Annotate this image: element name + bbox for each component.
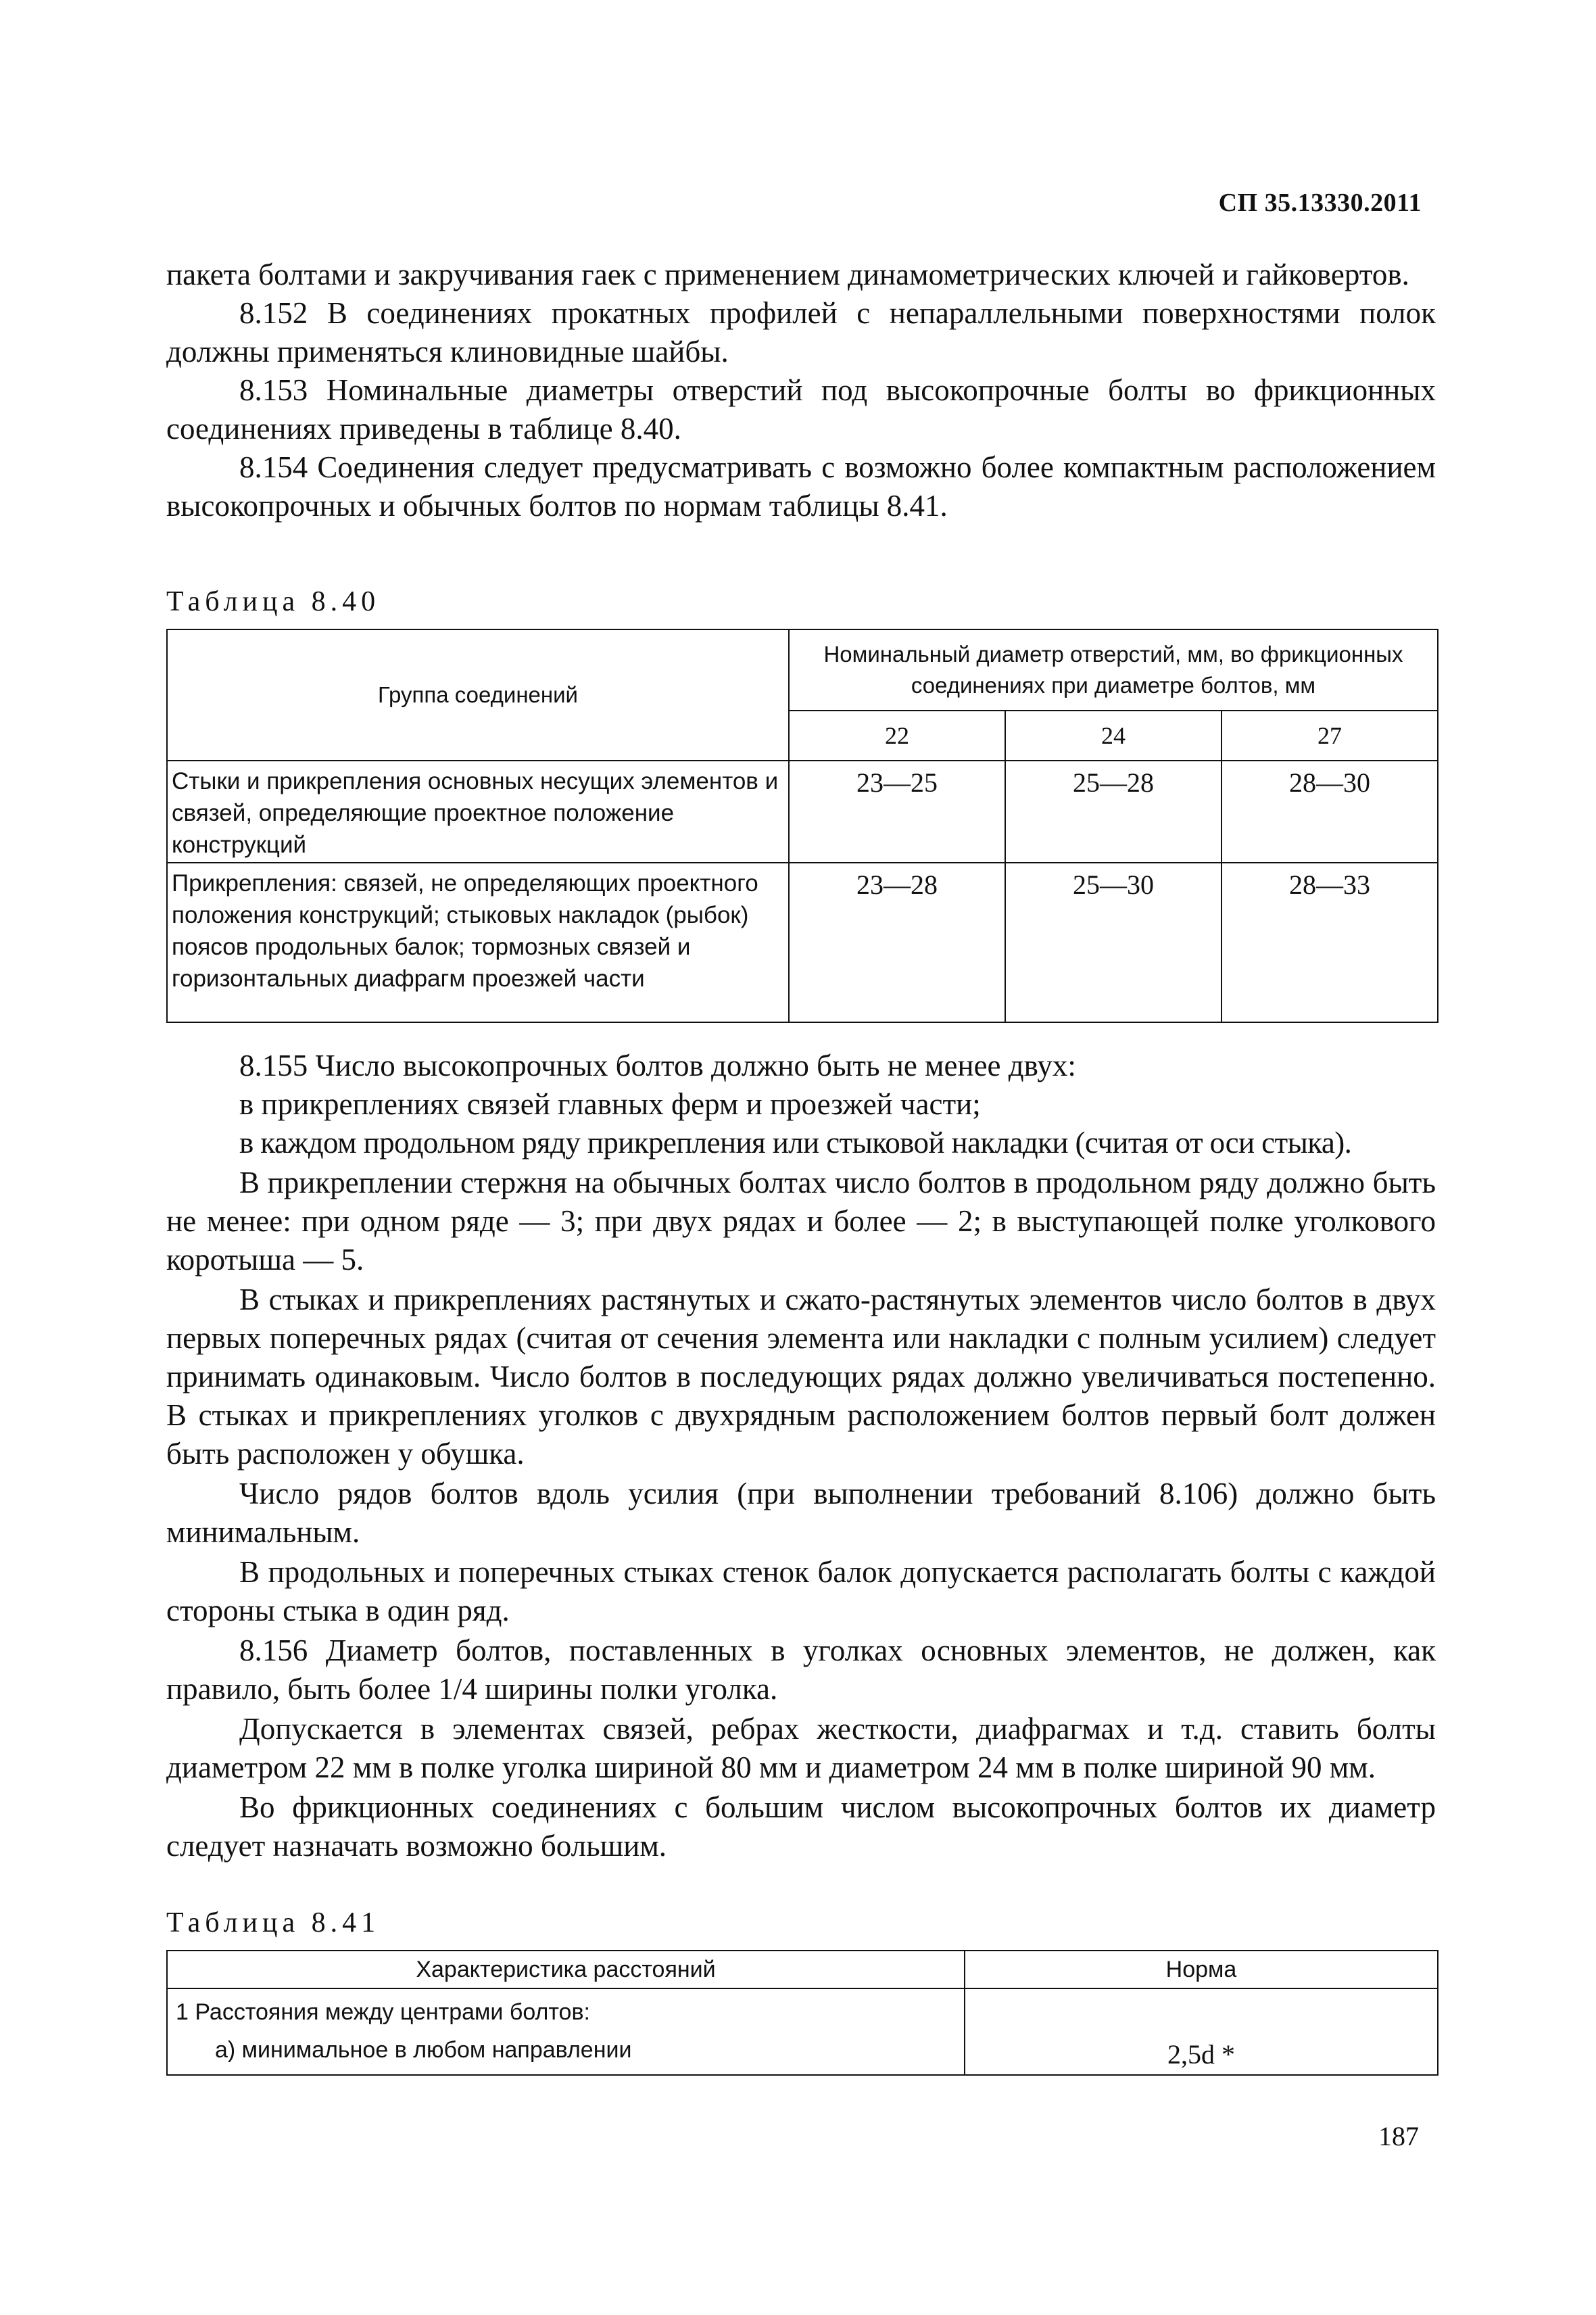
table-cell: 28—33 xyxy=(1222,863,1438,1022)
paragraph-8-156: 8.156 Диаметр болтов, поставленных в уголках основных элементов, не должен, как правило, быть более 1/4 ширины полки уголка. xyxy=(166,1633,1436,1706)
table-cell: 23—28 xyxy=(789,863,1005,1022)
table-8-40-caption: Таблица 8.40 xyxy=(166,586,381,617)
row-label xyxy=(167,1988,965,2075)
paragraph: Число рядов болтов вдоль усилия (при выполнении требований 8.106) должно быть минимальным. xyxy=(166,1477,1436,1549)
row-sub-a: а) минимальное в любом направлении xyxy=(215,2037,632,2063)
table-cell: 25—30 xyxy=(1005,863,1222,1022)
paragraph: В продольных и поперечных стыках стенок балок допускается располагать болты с каждой стороны стыка в один ряд. xyxy=(166,1555,1436,1627)
paragraph: В стыках и прикреплениях растянутых и сжато-растянутых элементов число болтов в двух первых поперечных рядах (считая от сечения элемента или накладки с полным усилием) следует принимать одинаковым. Число болтов в последующих рядах должно увеличиваться постепенно. В стыках и прикреплениях уголков с двухрядным расположением болтов первый болт должен быть расположен у обушка. xyxy=(166,1283,1436,1471)
header-connection-group: Группа соединений xyxy=(167,629,789,761)
paragraph: В прикреплении стержня на обычных болтах число болтов в продольном ряду должно быть не менее: при одном ряде — 3; при двух рядах и более — 2; в выступающей полке уголкового коротыша — 5. xyxy=(166,1166,1436,1276)
paragraph: в каждом продольном ряду прикрепления или стыковой накладки (считая от оси стыка). xyxy=(239,1126,1352,1160)
table-8-41-caption: Таблица 8.41 xyxy=(166,1907,381,1938)
header-characteristic: Характеристика расстояний xyxy=(167,1951,965,1988)
paragraph-8-152: 8.152 В соединениях прокатных профилей с непараллельными поверхностями полок должны применяться клиновидные шайбы. xyxy=(166,296,1436,368)
header-hole-diameter: Номинальный диаметр отверстий, мм, во фрикционных соединениях при диаметре болтов, мм xyxy=(789,629,1438,711)
table-cell: 28—30 xyxy=(1222,761,1438,863)
table-row xyxy=(167,1988,1438,2075)
paragraph: в прикреплениях связей главных ферм и проезжей части; xyxy=(239,1087,981,1121)
bolt-diameter-27: 27 xyxy=(1222,711,1438,761)
document-code: СП 35.13330.2011 xyxy=(1218,189,1422,217)
table-8-41 xyxy=(166,1950,1438,2076)
row-title: 1 Расстояния между центрами болтов: xyxy=(176,1999,590,2025)
table-8-40 xyxy=(166,629,1438,1023)
paragraph-8-155: 8.155 Число высокопрочных болтов должно быть не менее двух: xyxy=(239,1049,1076,1082)
table-row xyxy=(167,761,1438,863)
table-row xyxy=(167,863,1438,1022)
row-label: Прикрепления: связей, не определяющих проектного положения конструкций; стыковых накладок (рыбок) поясов продольных балок; тормозных связей и горизонтальных диафрагм проезжей части xyxy=(167,863,789,1022)
paragraph-8-154: 8.154 Соединения следует предусматривать с возможно более компактным расположением высокопрочных и обычных болтов по нормам таблицы 8.41. xyxy=(166,450,1436,523)
page-number: 187 xyxy=(1378,2121,1419,2151)
row-label: Стыки и прикрепления основных несущих элементов и связей, определяющие проектное положение конструкций xyxy=(167,761,789,863)
body-text-block-2 xyxy=(166,1047,1436,1865)
body-text-block-1 xyxy=(166,256,1436,525)
paragraph: Допускается в элементах связей, ребрах жесткости, диафрагмах и т.д. ставить болты диаметром 22 мм в полке уголка шириной 80 мм и диаметром 24 мм в полке шириной 90 мм. xyxy=(166,1712,1436,1784)
paragraph: пакета болтами и закручивания гаек с применением динамометрических ключей и гайковертов. xyxy=(166,258,1409,291)
bolt-diameter-24: 24 xyxy=(1005,711,1222,761)
header-norm: Норма xyxy=(965,1951,1438,1988)
bolt-diameter-22: 22 xyxy=(789,711,1005,761)
paragraph-8-153: 8.153 Номинальные диаметры отверстий под высокопрочные болты во фрикционных соединениях приведены в таблице 8.40. xyxy=(166,373,1436,446)
table-cell: 25—28 xyxy=(1005,761,1222,863)
table-cell: 2,5d * xyxy=(965,1988,1438,2075)
table-cell: 23—25 xyxy=(789,761,1005,863)
paragraph: Во фрикционных соединениях с большим числом высокопрочных болтов их диаметр следует назначать возможно большим. xyxy=(166,1790,1436,1863)
